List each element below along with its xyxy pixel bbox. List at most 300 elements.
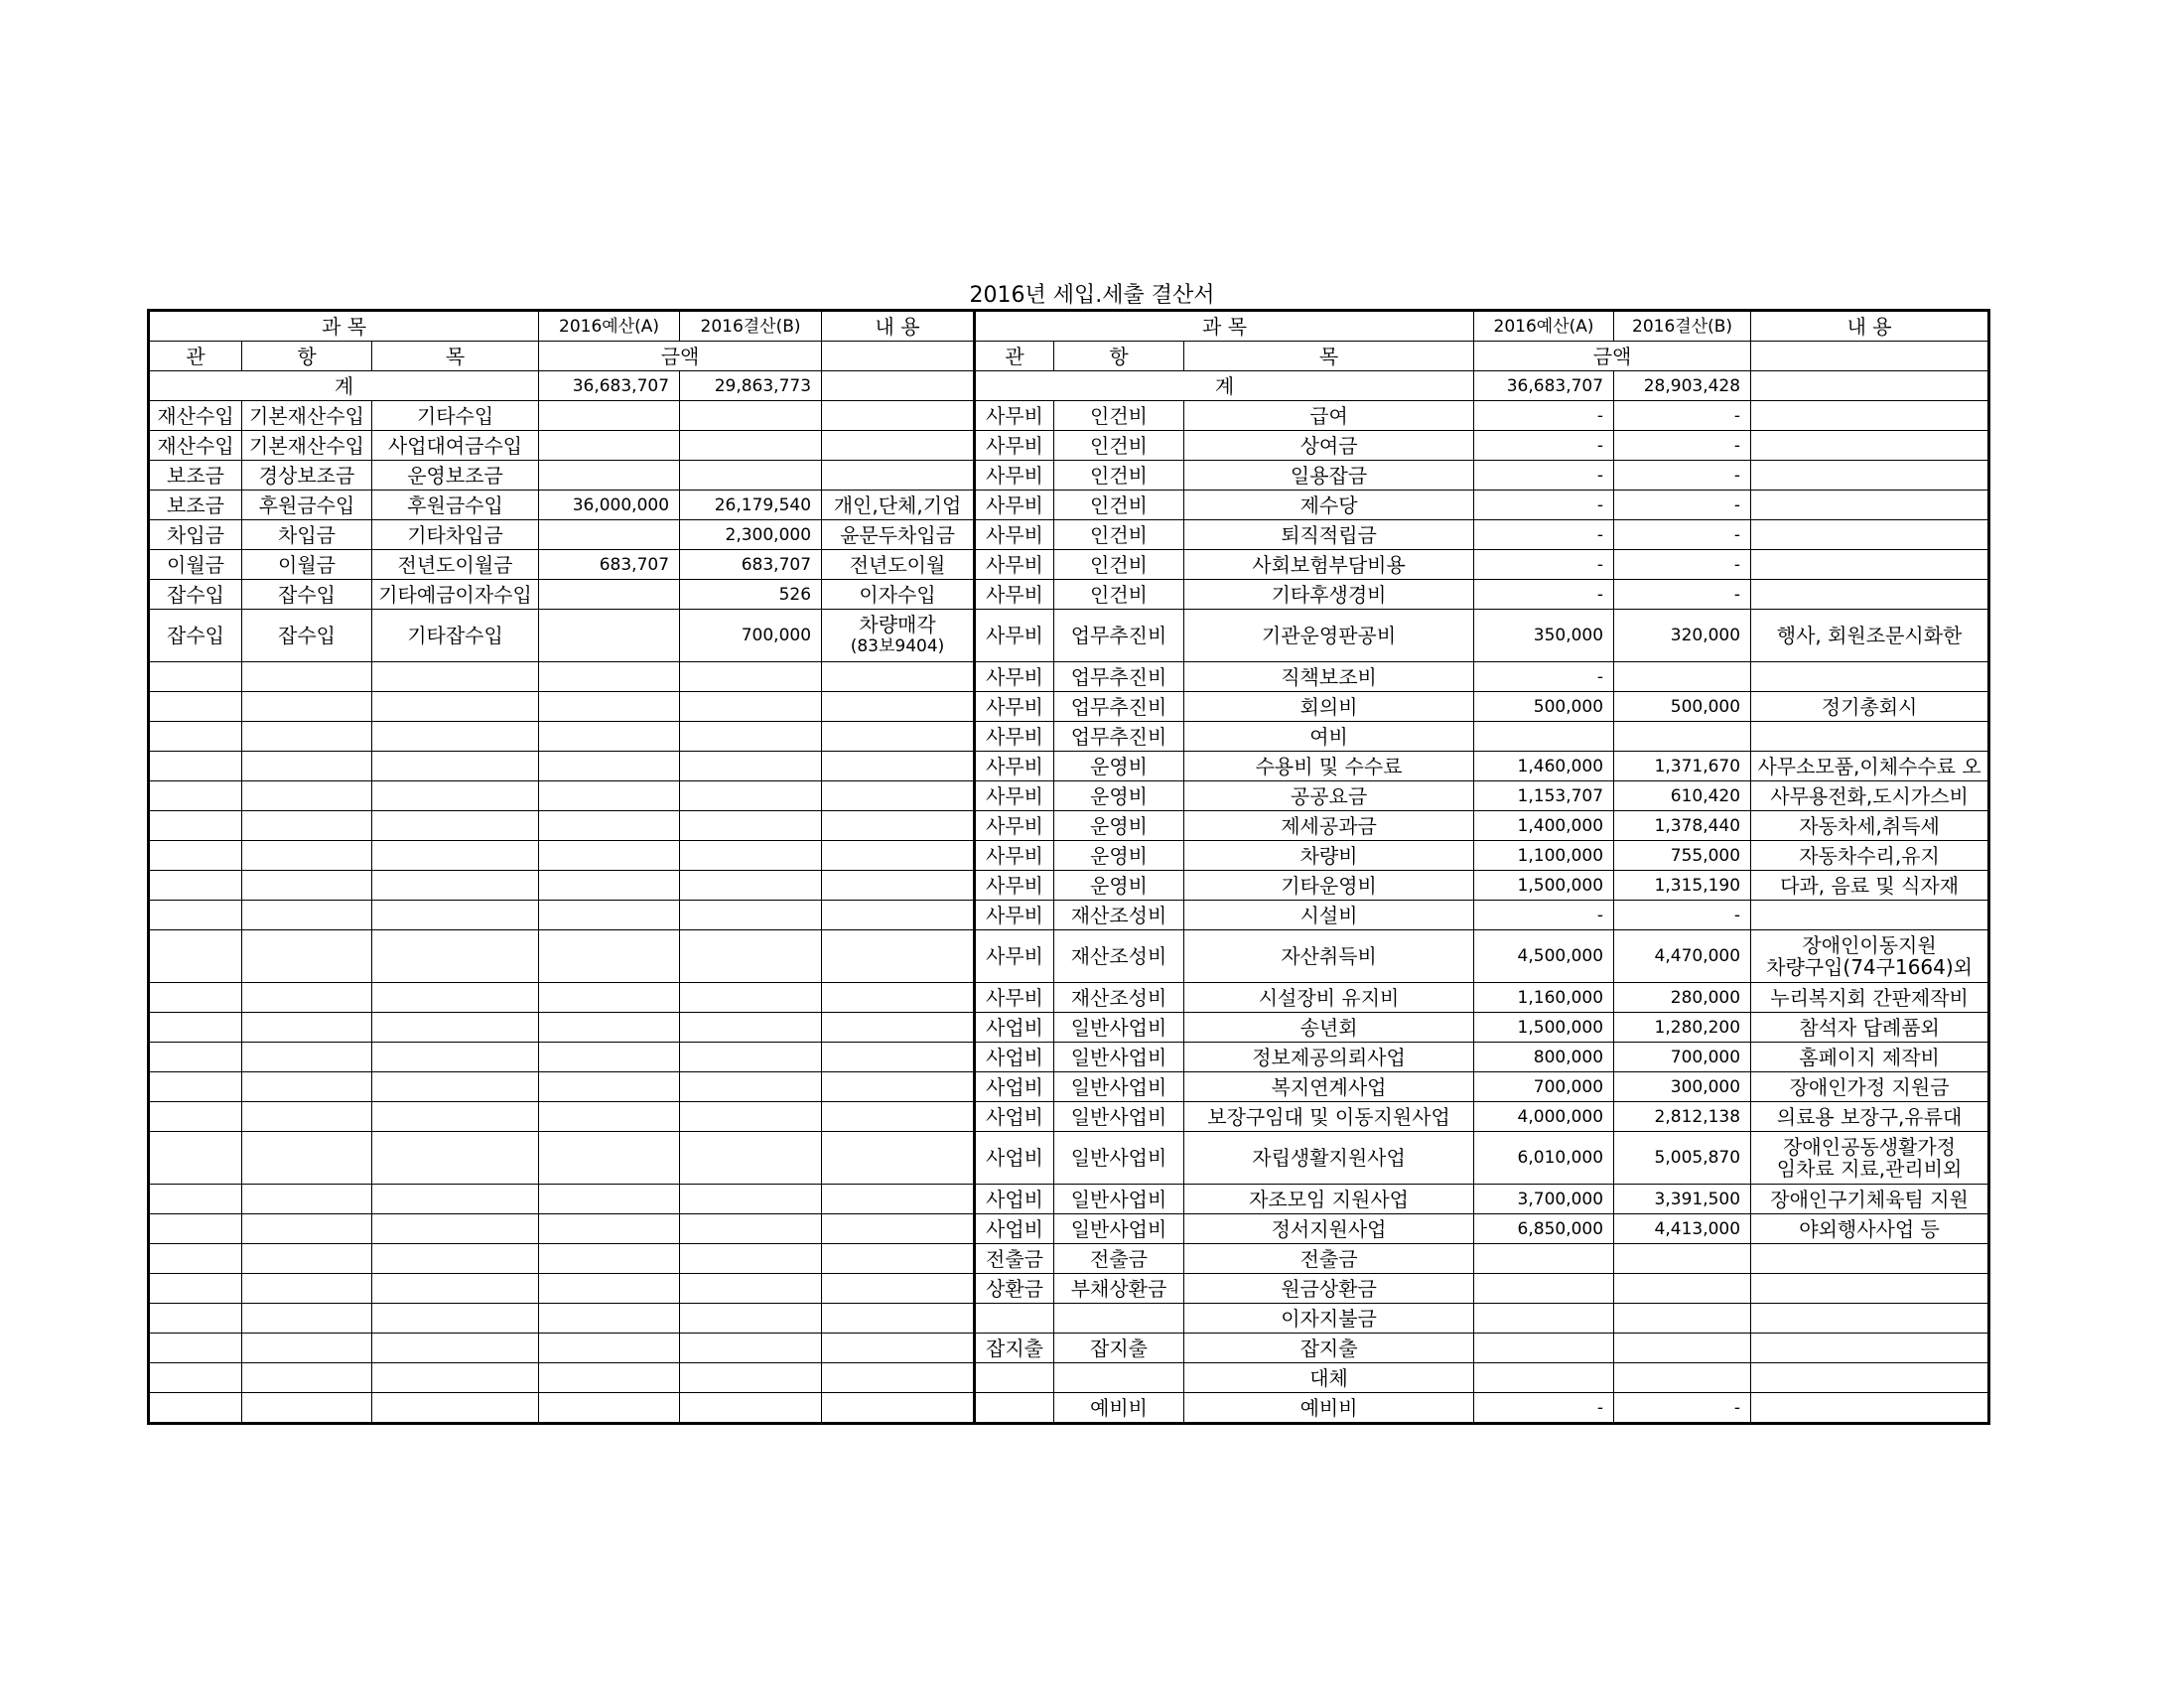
expense-budget-cell: - (1474, 461, 1614, 491)
expense-hang-cell: 운영비 (1054, 871, 1184, 901)
income-hang-cell: 경상보조금 (242, 461, 372, 491)
income-mok-cell: 사업대여금수입 (372, 431, 539, 461)
income-hang-cell: 기본재산수입 (242, 431, 372, 461)
income-mok-cell (372, 1185, 539, 1214)
expense-gwan-cell: 사무비 (975, 520, 1054, 550)
expense-mok-cell: 차량비 (1184, 841, 1474, 871)
income-budget-cell (539, 930, 680, 983)
income-note-cell (822, 401, 975, 431)
expense-gwan-cell: 사무비 (975, 930, 1054, 983)
expense-content-header: 내 용 (1751, 311, 1989, 342)
income-settle-header: 2016결산(B) (680, 311, 822, 342)
expense-settle-cell (1614, 662, 1751, 692)
income-gwan-cell: 이월금 (149, 550, 242, 580)
page-title: 2016년 세입.세출 결산서 (969, 283, 1215, 308)
income-mok-cell (372, 901, 539, 930)
expense-mok-cell: 자립생활지원사업 (1184, 1132, 1474, 1185)
expense-settle-cell: 500,000 (1614, 692, 1751, 722)
income-hang-header: 항 (242, 342, 372, 371)
income-total-settle: 29,863,773 (680, 371, 822, 401)
expense-budget-cell: 6,010,000 (1474, 1132, 1614, 1185)
expense-total-settle: 28,903,428 (1614, 371, 1751, 401)
expense-hang-cell: 일반사업비 (1054, 1013, 1184, 1043)
table-row (149, 431, 1989, 461)
expense-note-cell: 자동차세,취득세 (1751, 811, 1989, 841)
income-gwan-cell: 재산수입 (149, 431, 242, 461)
expense-budget-cell: 1,460,000 (1474, 752, 1614, 781)
expense-gwan-cell: 사무비 (975, 401, 1054, 431)
income-budget-cell (539, 1244, 680, 1274)
expense-note-cell: 행사, 회원조문시화한 (1751, 610, 1989, 662)
expense-note-line-2: 차량구입(74구1664)외 (1766, 955, 1973, 979)
income-note-cell: 윤문두차입금 (822, 520, 975, 550)
expense-settle-cell: - (1614, 901, 1751, 930)
income-mok-cell (372, 752, 539, 781)
income-gwan-cell (149, 662, 242, 692)
table-row (149, 1274, 1989, 1304)
income-gwan-header: 관 (149, 342, 242, 371)
income-budget-cell (539, 1214, 680, 1244)
expense-mok-cell: 원금상환금 (1184, 1274, 1474, 1304)
income-settle-cell: 683,707 (680, 550, 822, 580)
expense-mok-cell: 정보제공의뢰사업 (1184, 1043, 1474, 1072)
expense-total-label: 계 (975, 371, 1474, 401)
expense-mok-cell: 상여금 (1184, 431, 1474, 461)
income-settle-cell (680, 722, 822, 752)
income-note-cell (822, 1013, 975, 1043)
expense-settle-cell: 2,812,138 (1614, 1102, 1751, 1132)
expense-content-blank (1751, 342, 1989, 371)
income-note-line-2: (83보9404) (850, 636, 945, 656)
table-row (149, 1013, 1989, 1043)
income-gwan-cell (149, 930, 242, 983)
income-note-cell: 전년도이월 (822, 550, 975, 580)
expense-hang-cell (1054, 1363, 1184, 1393)
expense-hang-cell: 업무추진비 (1054, 610, 1184, 662)
expense-note-cell (1751, 520, 1989, 550)
expense-mok-cell: 대체 (1184, 1363, 1474, 1393)
expense-gwan-cell: 사무비 (975, 491, 1054, 520)
expense-gwan-cell: 사업비 (975, 1043, 1054, 1072)
income-gwan-cell (149, 1244, 242, 1274)
table-row (149, 841, 1989, 871)
income-mok-cell: 전년도이월금 (372, 550, 539, 580)
income-note-cell (822, 1043, 975, 1072)
income-budget-cell (539, 901, 680, 930)
expense-settle-cell: - (1614, 550, 1751, 580)
income-budget-cell (539, 871, 680, 901)
expense-hang-cell: 재산조성비 (1054, 930, 1184, 983)
income-hang-cell (242, 841, 372, 871)
table-row (149, 901, 1989, 930)
income-budget-cell (539, 401, 680, 431)
income-gwan-cell: 잡수입 (149, 610, 242, 662)
income-gwan-cell (149, 871, 242, 901)
expense-gwan-cell: 사무비 (975, 722, 1054, 752)
expense-mok-cell: 시설비 (1184, 901, 1474, 930)
income-settle-cell (680, 431, 822, 461)
table-row (149, 461, 1989, 491)
table-row (149, 1244, 1989, 1274)
income-gwan-cell (149, 1334, 242, 1363)
expense-mok-cell: 정서지원사업 (1184, 1214, 1474, 1244)
income-note-cell (822, 461, 975, 491)
expense-hang-cell: 인건비 (1054, 550, 1184, 580)
income-budget-cell (539, 692, 680, 722)
table-row (149, 401, 1989, 431)
income-mok-cell (372, 930, 539, 983)
table-row (149, 580, 1989, 610)
expense-note-cell (1751, 1132, 1989, 1185)
table-row (149, 983, 1989, 1013)
income-note-cell (822, 752, 975, 781)
income-note-cell (822, 1214, 975, 1244)
expense-settle-cell: 3,391,500 (1614, 1185, 1751, 1214)
expense-gwan-cell: 사업비 (975, 1185, 1054, 1214)
income-mok-cell (372, 1013, 539, 1043)
income-settle-cell (680, 401, 822, 431)
income-content-header: 내 용 (822, 311, 975, 342)
expense-note-cell (1751, 1334, 1989, 1363)
expense-mok-cell: 여비 (1184, 722, 1474, 752)
expense-settle-cell (1614, 1363, 1751, 1393)
expense-budget-cell: 1,400,000 (1474, 811, 1614, 841)
income-budget-cell (539, 1185, 680, 1214)
expense-hang-cell: 운영비 (1054, 811, 1184, 841)
income-note-cell (822, 811, 975, 841)
expense-gwan-cell: 사업비 (975, 1102, 1054, 1132)
income-gwan-cell (149, 983, 242, 1013)
income-hang-cell (242, 1043, 372, 1072)
expense-note-cell: 사무용전화,도시가스비 (1751, 781, 1989, 811)
expense-mok-cell: 공공요금 (1184, 781, 1474, 811)
expense-hang-cell: 예비비 (1054, 1393, 1184, 1424)
expense-total-note (1751, 371, 1989, 401)
income-note-cell (822, 722, 975, 752)
expense-gwan-cell: 사무비 (975, 781, 1054, 811)
expense-mok-cell: 잡지출 (1184, 1334, 1474, 1363)
income-note-cell (822, 1185, 975, 1214)
expense-gwan-cell: 상환금 (975, 1274, 1054, 1304)
table-row (149, 520, 1989, 550)
income-hang-cell (242, 722, 372, 752)
expense-budget-cell (1474, 1244, 1614, 1274)
expense-total-budget: 36,683,707 (1474, 371, 1614, 401)
expense-budget-cell (1474, 1304, 1614, 1334)
expense-hang-cell: 일반사업비 (1054, 1185, 1184, 1214)
expense-note-cell: 참석자 답례품외 (1751, 1013, 1989, 1043)
income-settle-cell (680, 1304, 822, 1334)
expense-note-cell (1751, 1274, 1989, 1304)
income-mok-cell (372, 1334, 539, 1363)
income-gwan-cell (149, 1393, 242, 1424)
expense-hang-cell (1054, 1304, 1184, 1334)
expense-hang-cell: 업무추진비 (1054, 662, 1184, 692)
expense-hang-cell: 운영비 (1054, 752, 1184, 781)
income-settle-cell (680, 811, 822, 841)
header-row-2 (149, 342, 1989, 371)
expense-gwan-cell: 잡지출 (975, 1334, 1054, 1363)
table-row (149, 1043, 1989, 1072)
expense-gwan-cell: 사무비 (975, 580, 1054, 610)
income-hang-cell (242, 1363, 372, 1393)
income-settle-cell (680, 461, 822, 491)
total-row (149, 371, 1989, 401)
income-settle-cell (680, 871, 822, 901)
income-budget-cell: 36,000,000 (539, 491, 680, 520)
expense-settle-cell: 1,371,670 (1614, 752, 1751, 781)
expense-settle-cell: 280,000 (1614, 983, 1751, 1013)
expense-note-cell: 누리복지회 간판제작비 (1751, 983, 1989, 1013)
expense-gwan-cell: 사무비 (975, 811, 1054, 841)
income-settle-cell: 2,300,000 (680, 520, 822, 550)
expense-mok-cell: 복지연계사업 (1184, 1072, 1474, 1102)
expense-mok-cell: 예비비 (1184, 1393, 1474, 1424)
expense-settle-cell: - (1614, 580, 1751, 610)
expense-settle-cell: 1,378,440 (1614, 811, 1751, 841)
income-amount-header: 금액 (539, 342, 822, 371)
expense-mok-cell: 퇴직적립금 (1184, 520, 1474, 550)
income-gwan-cell (149, 722, 242, 752)
income-hang-cell (242, 871, 372, 901)
income-settle-cell: 26,179,540 (680, 491, 822, 520)
income-budget-cell (539, 1102, 680, 1132)
income-budget-cell (539, 722, 680, 752)
expense-budget-cell: 1,500,000 (1474, 871, 1614, 901)
income-budget-cell (539, 1334, 680, 1363)
income-total-note (822, 371, 975, 401)
income-settle-cell (680, 1393, 822, 1424)
income-hang-cell: 이월금 (242, 550, 372, 580)
expense-hang-header: 항 (1054, 342, 1184, 371)
income-content-blank (822, 342, 975, 371)
expense-hang-cell: 잡지출 (1054, 1334, 1184, 1363)
income-budget-cell (539, 811, 680, 841)
expense-budget-cell: - (1474, 401, 1614, 431)
table-row (149, 1363, 1989, 1393)
income-settle-cell (680, 1363, 822, 1393)
expense-hang-cell: 운영비 (1054, 781, 1184, 811)
income-settle-cell (680, 752, 822, 781)
table-row (149, 752, 1989, 781)
expense-mok-cell: 시설장비 유지비 (1184, 983, 1474, 1013)
expense-gwan-cell: 사업비 (975, 1072, 1054, 1102)
expense-settle-cell: 755,000 (1614, 841, 1751, 871)
expense-amount-header: 금액 (1474, 342, 1751, 371)
expense-settle-header: 2016결산(B) (1614, 311, 1751, 342)
expense-budget-cell: 800,000 (1474, 1043, 1614, 1072)
income-hang-cell: 기본재산수입 (242, 401, 372, 431)
income-hang-cell (242, 1244, 372, 1274)
expense-gwan-cell: 전출금 (975, 1244, 1054, 1274)
income-budget-cell (539, 1013, 680, 1043)
expense-subject-header: 과 목 (975, 311, 1474, 342)
income-budget-cell (539, 1043, 680, 1072)
income-gwan-cell (149, 1274, 242, 1304)
income-mok-cell (372, 692, 539, 722)
expense-mok-cell: 자조모임 지원사업 (1184, 1185, 1474, 1214)
table-row (149, 550, 1989, 580)
expense-mok-cell: 보장구임대 및 이동지원사업 (1184, 1102, 1474, 1132)
income-subject-header: 과 목 (149, 311, 539, 342)
income-note-cell (822, 1274, 975, 1304)
income-mok-cell (372, 983, 539, 1013)
income-note-cell (822, 1102, 975, 1132)
income-mok-cell: 기타잡수입 (372, 610, 539, 662)
expense-note-cell: 장애인가정 지원금 (1751, 1072, 1989, 1102)
expense-gwan-cell: 사무비 (975, 692, 1054, 722)
income-mok-cell: 기타예금이자수입 (372, 580, 539, 610)
income-settle-cell (680, 1043, 822, 1072)
expense-note-line-1: 장애인공동생활가정 (1783, 1135, 1956, 1159)
income-mok-cell: 기타수입 (372, 401, 539, 431)
income-mok-cell (372, 1132, 539, 1185)
expense-settle-cell: - (1614, 1393, 1751, 1424)
table-row (149, 1072, 1989, 1102)
income-gwan-cell (149, 1304, 242, 1334)
income-mok-cell (372, 1102, 539, 1132)
income-hang-cell (242, 930, 372, 983)
income-budget-cell (539, 580, 680, 610)
income-mok-cell (372, 1244, 539, 1274)
income-hang-cell (242, 1072, 372, 1102)
expense-note-cell: 홈페이지 제작비 (1751, 1043, 1989, 1072)
income-budget-cell (539, 520, 680, 550)
income-budget-cell (539, 1132, 680, 1185)
income-mok-cell: 후원금수입 (372, 491, 539, 520)
income-gwan-cell: 보조금 (149, 491, 242, 520)
income-mok-cell (372, 662, 539, 692)
expense-budget-cell: 4,500,000 (1474, 930, 1614, 983)
expense-note-line-2: 임차료 지료,관리비외 (1776, 1157, 1963, 1181)
income-mok-cell: 기타차입금 (372, 520, 539, 550)
income-budget-cell (539, 1072, 680, 1102)
income-total-label: 계 (149, 371, 539, 401)
income-hang-cell (242, 1274, 372, 1304)
income-note-cell (822, 1132, 975, 1185)
expense-note-cell (1751, 550, 1989, 580)
expense-hang-cell: 전출금 (1054, 1244, 1184, 1274)
expense-gwan-cell: 사무비 (975, 871, 1054, 901)
income-budget-cell (539, 461, 680, 491)
expense-settle-cell: 5,005,870 (1614, 1132, 1751, 1185)
income-hang-cell: 잡수입 (242, 610, 372, 662)
expense-note-cell (1751, 1304, 1989, 1334)
income-settle-cell: 700,000 (680, 610, 822, 662)
income-gwan-cell (149, 1363, 242, 1393)
income-note-cell (822, 1363, 975, 1393)
income-note-cell: 개인,단체,기업 (822, 491, 975, 520)
expense-settle-cell: - (1614, 491, 1751, 520)
expense-hang-cell: 인건비 (1054, 461, 1184, 491)
income-hang-cell (242, 1102, 372, 1132)
expense-hang-cell: 일반사업비 (1054, 1214, 1184, 1244)
income-gwan-cell (149, 1013, 242, 1043)
income-mok-header: 목 (372, 342, 539, 371)
table-row (149, 692, 1989, 722)
income-gwan-cell: 보조금 (149, 461, 242, 491)
expense-note-cell (1751, 930, 1989, 983)
expense-note-cell (1751, 1244, 1989, 1274)
table-row (149, 871, 1989, 901)
table-row (149, 662, 1989, 692)
table-row (149, 1102, 1989, 1132)
expense-budget-cell (1474, 722, 1614, 752)
income-settle-cell (680, 1072, 822, 1102)
income-gwan-cell (149, 1072, 242, 1102)
income-hang-cell (242, 1132, 372, 1185)
expense-settle-cell: 320,000 (1614, 610, 1751, 662)
income-budget-cell (539, 431, 680, 461)
income-note-cell (822, 1072, 975, 1102)
expense-gwan-cell: 사무비 (975, 431, 1054, 461)
income-total-budget: 36,683,707 (539, 371, 680, 401)
expense-hang-cell: 일반사업비 (1054, 1072, 1184, 1102)
expense-mok-cell: 전출금 (1184, 1244, 1474, 1274)
income-settle-cell (680, 983, 822, 1013)
expense-budget-cell (1474, 1363, 1614, 1393)
expense-gwan-cell: 사무비 (975, 550, 1054, 580)
income-settle-cell (680, 841, 822, 871)
settlement-table (147, 309, 1990, 1425)
expense-settle-cell: 1,280,200 (1614, 1013, 1751, 1043)
income-hang-cell (242, 811, 372, 841)
header-row-1 (149, 311, 1989, 342)
income-gwan-cell (149, 841, 242, 871)
expense-note-line-1: 장애인이동지원 (1802, 933, 1937, 957)
table-row (149, 1132, 1989, 1185)
expense-budget-cell: 1,153,707 (1474, 781, 1614, 811)
income-hang-cell (242, 1304, 372, 1334)
income-budget-cell (539, 1393, 680, 1424)
income-note-cell (822, 692, 975, 722)
expense-gwan-cell: 사무비 (975, 752, 1054, 781)
expense-hang-cell: 일반사업비 (1054, 1102, 1184, 1132)
expense-hang-cell: 일반사업비 (1054, 1043, 1184, 1072)
income-note-cell (822, 431, 975, 461)
expense-note-cell: 자동차수리,유지 (1751, 841, 1989, 871)
expense-note-cell (1751, 662, 1989, 692)
expense-note-cell (1751, 1393, 1989, 1424)
income-budget-cell (539, 662, 680, 692)
table-row (149, 610, 1989, 662)
expense-note-cell (1751, 580, 1989, 610)
income-gwan-cell: 잡수입 (149, 580, 242, 610)
expense-gwan-cell: 사무비 (975, 461, 1054, 491)
expense-hang-cell: 업무추진비 (1054, 722, 1184, 752)
expense-budget-cell: 3,700,000 (1474, 1185, 1614, 1214)
expense-gwan-cell (975, 1363, 1054, 1393)
income-budget-cell (539, 1274, 680, 1304)
income-gwan-cell: 차입금 (149, 520, 242, 550)
expense-hang-cell: 재산조성비 (1054, 983, 1184, 1013)
expense-note-cell (1751, 431, 1989, 461)
income-note-cell (822, 1334, 975, 1363)
table-row (149, 811, 1989, 841)
income-note-cell (822, 610, 975, 662)
income-hang-cell (242, 1393, 372, 1424)
income-hang-cell (242, 781, 372, 811)
income-hang-cell (242, 1185, 372, 1214)
income-hang-cell (242, 662, 372, 692)
expense-note-cell: 의료용 보장구,유류대 (1751, 1102, 1989, 1132)
income-mok-cell (372, 1274, 539, 1304)
expense-mok-cell: 사회보험부담비용 (1184, 550, 1474, 580)
income-hang-cell: 차입금 (242, 520, 372, 550)
expense-hang-cell: 운영비 (1054, 841, 1184, 871)
income-mok-cell (372, 1393, 539, 1424)
income-note-cell (822, 901, 975, 930)
